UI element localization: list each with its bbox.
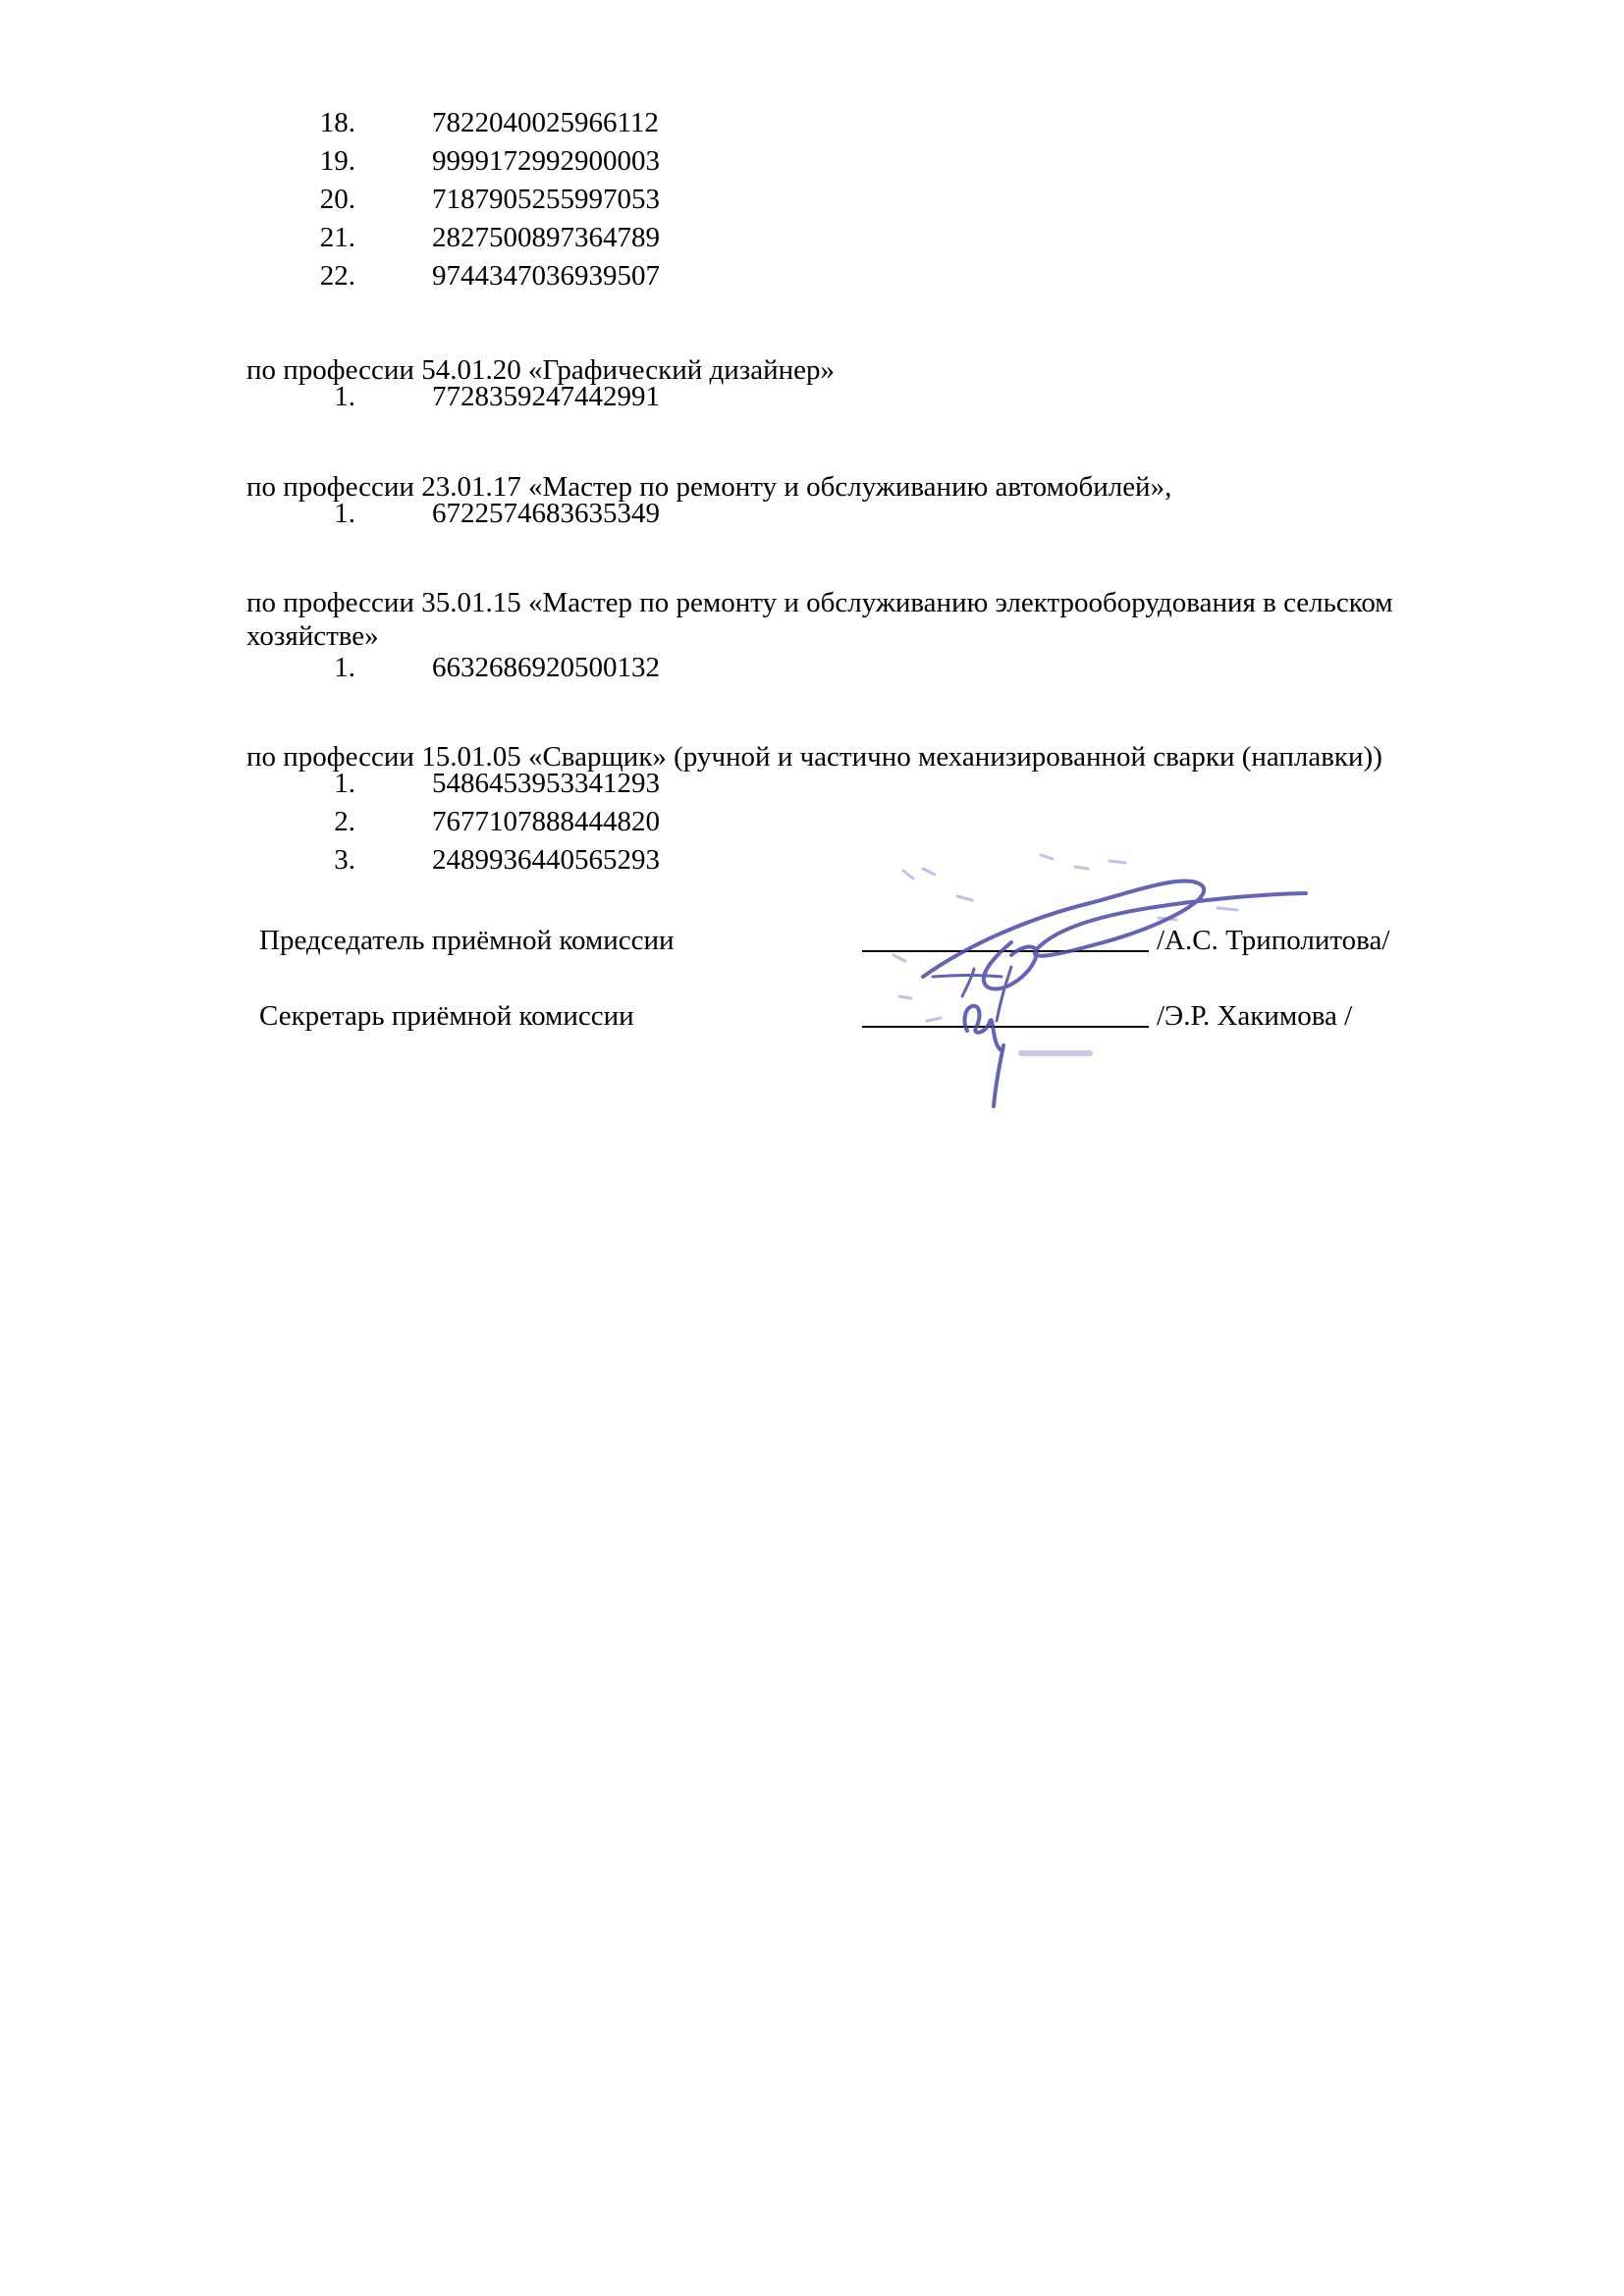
chair-label: Председатель приёмной комиссии xyxy=(259,925,675,956)
item-code: 6632686920500132 xyxy=(432,652,660,683)
item-code: 6722574683635349 xyxy=(432,498,660,529)
item-number: 1. xyxy=(334,498,355,529)
item-number: 2. xyxy=(334,806,355,837)
chair-name: /А.С. Триполитова/ xyxy=(1157,925,1390,956)
item-code: 2489936440565293 xyxy=(432,844,660,876)
item-code: 7728359247442991 xyxy=(432,381,660,412)
secretary-name: /Э.Р. Хакимова / xyxy=(1157,1000,1353,1032)
item-code: 9744347036939507 xyxy=(432,260,660,292)
item-code: 7677107888444820 xyxy=(432,806,660,837)
item-number: 22. xyxy=(319,260,355,292)
item-number: 1. xyxy=(334,768,355,799)
item-number: 1. xyxy=(334,652,355,683)
item-code: 9999172992900003 xyxy=(432,145,660,177)
item-number: 21. xyxy=(319,222,355,253)
item-code: 7187905255997053 xyxy=(432,184,660,215)
item-code: 5486453953341293 xyxy=(432,768,660,799)
secretary-label: Секретарь приёмной комиссии xyxy=(259,1000,634,1032)
item-number: 20. xyxy=(319,184,355,215)
item-number: 3. xyxy=(334,844,355,876)
item-number: 19. xyxy=(319,145,355,177)
handwritten-signature xyxy=(864,849,1316,1119)
section-heading: по профессии 15.01.05 «Сварщик» (ручной и частично механизированной сварки (наплавки)) xyxy=(246,741,1382,773)
section-heading: по профессии 35.01.15 «Мастер по ремонту и обслуживанию электрооборудования в сельском хозяйстве» xyxy=(246,587,1393,652)
item-code: 7822040025966112 xyxy=(432,107,659,138)
item-number: 1. xyxy=(334,381,355,412)
section-heading: по профессии 54.01.20 «Графический дизайнер» xyxy=(246,354,836,386)
item-code: 2827500897364789 xyxy=(432,222,660,253)
item-number: 18. xyxy=(319,107,355,138)
section-heading: по профессии 23.01.17 «Мастер по ремонту и обслуживанию автомобилей», xyxy=(246,471,1172,503)
